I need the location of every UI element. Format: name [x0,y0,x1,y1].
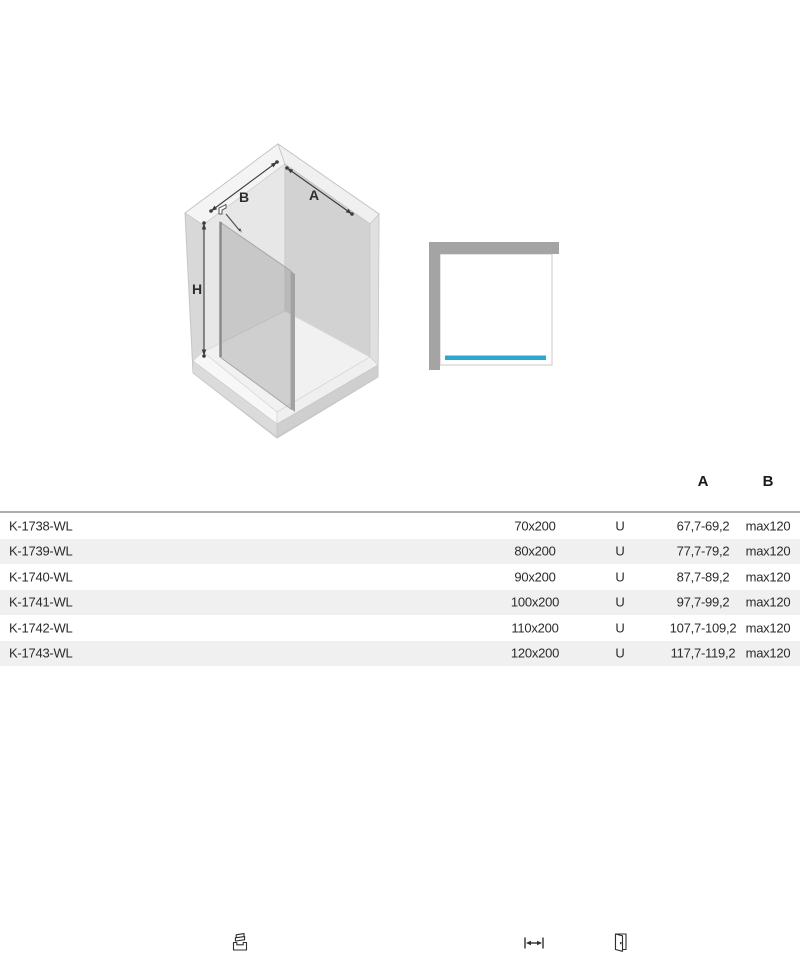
table-row [0,564,800,590]
door-type-cell: U [615,569,625,585]
door-type-cell: U [615,518,625,534]
dimension-label-b: B [238,189,250,205]
technical-drawings [0,0,800,460]
size-cell: 120x200 [510,645,560,661]
door-type-icon [610,931,630,953]
spec-table [0,460,800,666]
product-code-cell: K-1742-WL [9,620,73,636]
table-row [0,641,800,667]
product-code-cell: K-1741-WL [9,594,73,610]
top-view-wall-horizontal [429,242,559,254]
door-type-cell: U [615,543,625,559]
dim-b-cell: max120 [745,620,791,636]
isometric-shower-diagram [185,144,379,438]
door-type-cell: U [615,594,625,610]
dim-b-cell: max120 [745,569,791,585]
size-cell: 110x200 [511,620,559,636]
top-view-diagram [429,242,559,370]
dimension-label-a: A [308,187,320,203]
size-cell: 80x200 [514,543,556,559]
top-view-tray-outline [440,254,552,365]
dim-b-cell: max120 [745,543,791,559]
size-cell: 90x200 [514,569,556,585]
table-row [0,513,800,539]
column-header-b: B [762,473,774,490]
top-view-wall-vertical [429,254,440,370]
product-code-cell: K-1740-WL [9,569,73,585]
glass-panel-edge [291,271,295,412]
product-code-cell: K-1743-WL [9,645,73,661]
table-row [0,539,800,565]
dim-a-cell: 87,7-89,2 [676,569,730,585]
dim-b-cell: max120 [745,594,791,610]
product-code-icon [228,930,252,954]
dim-a-cell: 97,7-99,2 [676,594,730,610]
product-code-cell: K-1739-WL [9,543,73,559]
column-header-a: A [697,473,709,490]
size-cell: 70x200 [514,518,556,534]
dim-a-cell: 67,7-69,2 [676,518,730,534]
dim-a-cell: 107,7-109,2 [669,620,737,636]
dim-b-cell: max120 [745,645,791,661]
table-row [0,590,800,616]
door-type-cell: U [615,620,625,636]
table-row [0,615,800,641]
size-cell: 100x200 [510,594,560,610]
top-view-glass-panel [445,356,546,361]
width-dimension-icon [521,934,547,952]
dim-a-cell: 117,7-119,2 [670,645,736,661]
dimension-label-h: H [191,281,203,297]
table-header-row [0,460,800,513]
dim-a-cell: 77,7-79,2 [676,543,730,559]
product-code-cell: K-1738-WL [9,518,73,534]
right-wall-end-face [370,214,379,365]
dim-b-cell: max120 [745,518,791,534]
door-type-cell: U [615,645,625,661]
